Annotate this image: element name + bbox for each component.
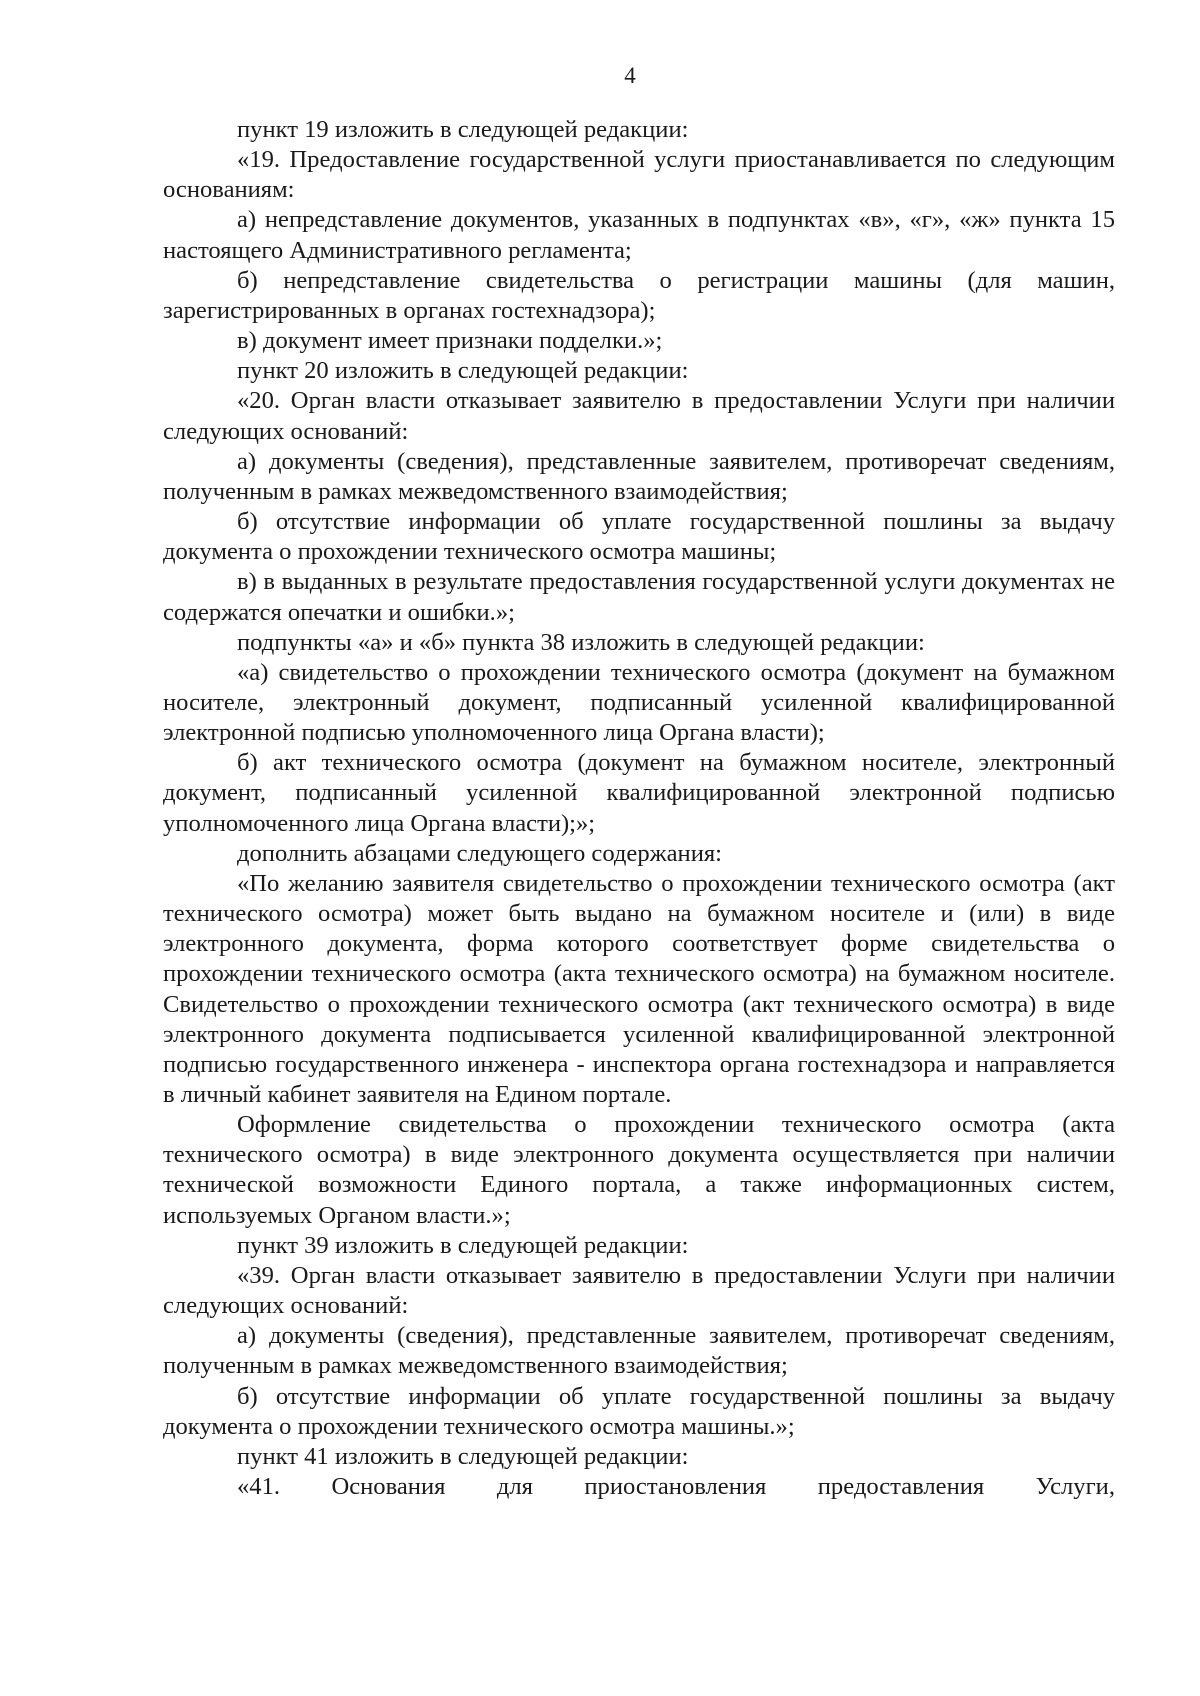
paragraph: б) акт технического осмотра (документ на бумажном носителе, электронный документ, подписанный усиленной квалифицированной электронной подписью уполномоченного лица Органа власти);»;	[163, 749, 1115, 837]
paragraph: б) непредставление свидетельства о регистрации машины (для машин, зарегистрированных в органах гостехнадзора);	[163, 266, 1115, 324]
paragraph: «41. Основания для приостановления предоставления Услуги,	[237, 1473, 1115, 1501]
page-number: 4	[624, 63, 636, 88]
paragraph: пункт 41 изложить в следующей редакции:	[237, 1442, 689, 1470]
paragraph: дополнить абзацами следующего содержания:	[237, 839, 723, 867]
paragraph: в) документ имеет признаки подделки.»;	[237, 327, 663, 355]
paragraph: «39. Орган власти отказывает заявителю в предоставлении Услуги при наличии следующих оснований:	[163, 1261, 1115, 1320]
paragraph: пункт 39 изложить в следующей редакции:	[237, 1231, 689, 1259]
paragraph: «19. Предоставление государственной услуги приостанавливается по следующим основаниям:	[163, 146, 1115, 204]
paragraph: б) отсутствие информации об уплате государственной пошлины за выдачу документа о прохождении технического осмотра машины.»;	[163, 1382, 1115, 1440]
paragraph: «20. Орган власти отказывает заявителю в предоставлении Услуги при наличии следующих оснований:	[163, 387, 1115, 445]
paragraph: пункт 19 изложить в следующей редакции:	[237, 116, 689, 143]
paragraph: в) в выданных в результате предоставления государственной услуги документах не содержатся опечатки и ошибки.»;	[163, 568, 1115, 626]
paragraph: а) документы (сведения), представленные заявителем, противоречат сведениям, полученным в рамках межведомственного взаимодействия;	[163, 1322, 1115, 1380]
paragraph: подпункты «а» и «б» пункта 38 изложить в следующей редакции:	[237, 628, 925, 656]
paragraph: «а) свидетельство о прохождении технического осмотра (документ на бумажном носителе, электронный документ, подписанный усиленной квалифицированной электронной подписью уполномоченного лица Органа власти);	[163, 658, 1115, 747]
document-body	[163, 115, 1115, 1502]
paragraph: «По желанию заявителя свидетельство о прохождении технического осмотра (акт технического осмотра) может быть выдано на бумажном носителе и (или) в виде электронного документа, форма которого соответствует форме свидетельства о прохождении технического осмотра (акта технического осмотра) на бумажном носителе. Свидетельство о прохождении технического осмотра (акт технического осмотра) в виде электронного документа подписывается усиленной квалифицированной электронной подписью государственного инженера - инспектора органа гостехнадзора и направляется в личный кабинет заявителя на Едином портале.	[163, 869, 1115, 1108]
paragraph: б) отсутствие информации об уплате государственной пошлины за выдачу документа о прохождении технического осмотра машины;	[163, 508, 1115, 566]
paragraph: а) документы (сведения), представленные заявителем, противоречат сведениям, полученным в рамках межведомственного взаимодействия;	[163, 447, 1115, 505]
paragraph: а) непредставление документов, указанных в подпунктах «в», «г», «ж» пункта 15 настоящего Административного регламента;	[163, 206, 1115, 264]
paragraph: Оформление свидетельства о прохождении технического осмотра (акта технического осмотра) в виде электронного документа осуществляется при наличии технической возможности Единого портала, а также информационных систем, используемых Органом власти.»;	[163, 1111, 1115, 1229]
paragraph: пункт 20 изложить в следующей редакции:	[237, 357, 689, 385]
